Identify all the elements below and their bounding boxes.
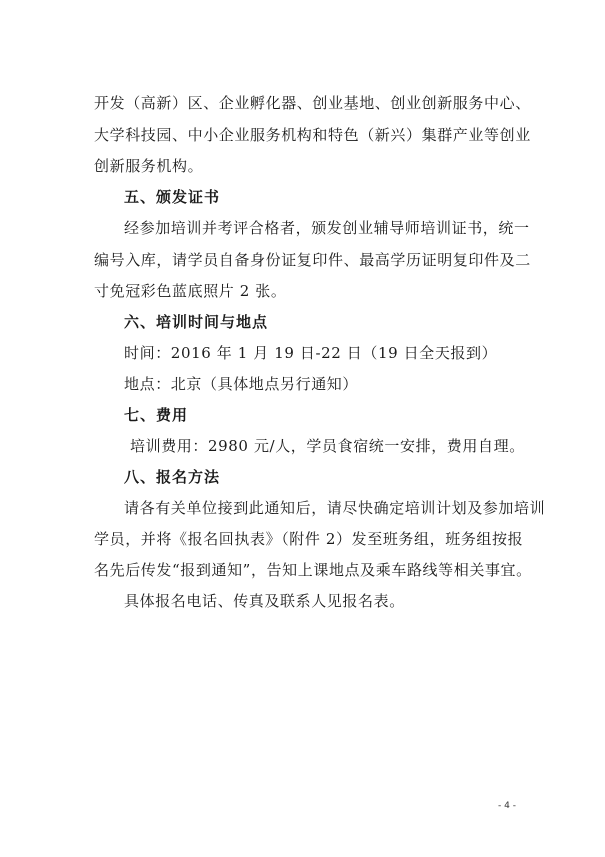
paragraph-line: 创新服务机构。	[94, 157, 204, 175]
paragraph-line: 寸免冠彩色蓝底照片 2 张。	[94, 282, 287, 300]
section-heading-fee: 七、费用	[124, 406, 189, 424]
training-fee: 培训费用：2980 元/人，学员食宿统一安排，费用自理。	[130, 437, 525, 455]
paragraph-line: 请各有关单位接到此通知后，请尽快确定培训计划及参加培训	[124, 499, 546, 517]
paragraph-line: 具体报名电话、传真及联系人见报名表。	[124, 592, 405, 610]
paragraph-line: 开发（高新）区、企业孵化器、创业基地、创业创新服务中心、	[94, 94, 531, 112]
paragraph-line: 大学科技园、中小企业服务机构和特色（新兴）集群产业等创业	[94, 126, 531, 144]
training-place: 地点：北京（具体地点另行通知）	[124, 375, 359, 393]
section-heading-registration: 八、报名方法	[124, 468, 221, 486]
paragraph-line: 学员，并将《报名回执表》（附件 2）发至班务组，班务组按报	[94, 530, 524, 548]
paragraph-line: 名先后传发“报到通知”，告知上课地点及乘车路线等相关事宜。	[94, 561, 532, 579]
paragraph-line: 编号入库，请学员自备身份证复印件、最高学历证明复印件及二	[94, 251, 531, 269]
section-heading-certificate: 五、颁发证书	[124, 188, 221, 206]
section-heading-time-place: 六、培训时间与地点	[124, 313, 269, 331]
paragraph-line: 经参加培训并考评合格者，颁发创业辅导师培训证书，统一	[124, 219, 530, 237]
page-number: - 4 -	[498, 801, 516, 811]
training-time: 时间：2016 年 1 月 19 日-22 日（19 日全天报到）	[124, 344, 498, 362]
